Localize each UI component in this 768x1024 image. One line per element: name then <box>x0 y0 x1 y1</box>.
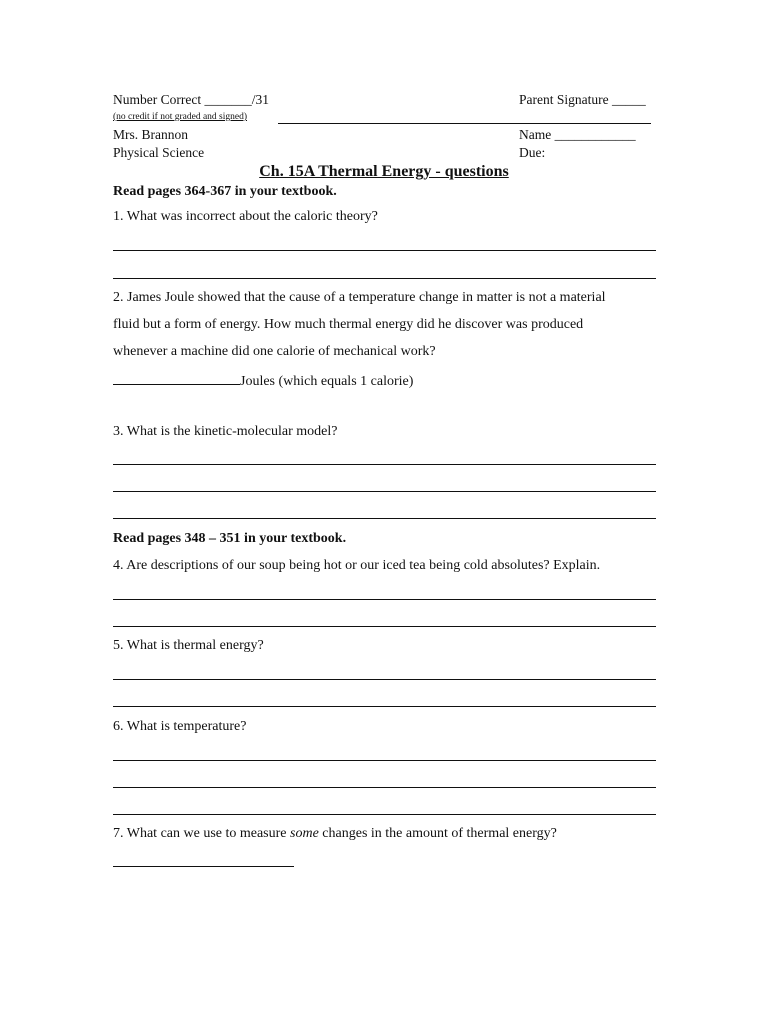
student-name-field: Name ____________ <box>519 127 636 142</box>
answer-line[interactable] <box>113 278 656 279</box>
number-correct: Number Correct _______/31 <box>113 92 269 107</box>
teacher-name: Mrs. Brannon <box>113 127 188 142</box>
answer-line[interactable] <box>113 599 656 600</box>
no-credit-note: (no credit if not graded and signed) <box>113 112 248 122</box>
answer-line[interactable] <box>113 760 656 761</box>
answer-line[interactable] <box>113 866 294 867</box>
question-4: 4. Are descriptions of our soup being hot or our iced tea being cold absolutes? Explain. <box>113 558 601 573</box>
answer-line[interactable] <box>113 464 656 465</box>
reading-instruction-2: Read pages 348 – 351 in your textbook. <box>113 531 347 546</box>
answer-line[interactable] <box>113 626 656 627</box>
answer-line[interactable] <box>113 787 656 788</box>
question-7-emphasis: some <box>290 826 319 841</box>
course-name: Physical Science <box>113 145 205 160</box>
page-title: Ch. 15A Thermal Energy - questions <box>259 163 509 180</box>
question-7-after: changes in the amount of thermal energy? <box>318 826 557 841</box>
parent-signature: Parent Signature _____ <box>519 92 646 107</box>
question-7 <box>113 826 557 842</box>
answer-blank[interactable] <box>113 371 240 385</box>
question-2-line-2: fluid but a form of energy. How much thermal energy did he discover was produced <box>113 317 584 332</box>
due-date-field: Due: <box>519 145 546 160</box>
answer-line[interactable] <box>113 250 656 251</box>
question-2-line-3: whenever a machine did one calorie of mechanical work? <box>113 344 436 359</box>
header-rule <box>278 123 651 124</box>
question-7-before: 7. What can we use to measure <box>113 826 291 841</box>
reading-instruction-1: Read pages 364-367 in your textbook. <box>113 184 337 199</box>
answer-line[interactable] <box>113 814 656 815</box>
question-1: 1. What was incorrect about the caloric theory? <box>113 209 378 224</box>
answer-line[interactable] <box>113 491 656 492</box>
question-2-line-1: 2. James Joule showed that the cause of a temperature change in matter is not a material <box>113 290 606 305</box>
question-3: 3. What is the kinetic-molecular model? <box>113 424 338 439</box>
question-2-answer-suffix: Joules (which equals 1 calorie) <box>240 374 414 389</box>
answer-line[interactable] <box>113 679 656 680</box>
question-6: 6. What is temperature? <box>113 719 247 734</box>
answer-line[interactable] <box>113 518 656 519</box>
question-5: 5. What is thermal energy? <box>113 638 264 653</box>
question-2-answer <box>113 371 413 390</box>
answer-line[interactable] <box>113 706 656 707</box>
